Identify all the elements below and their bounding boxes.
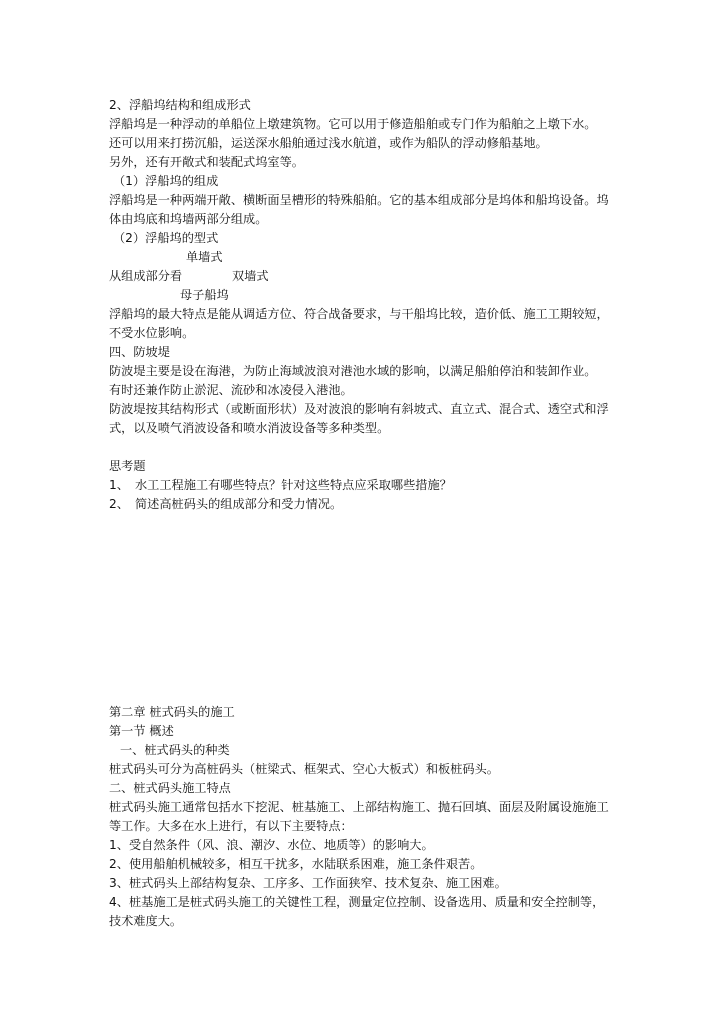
question-number: 1、 bbox=[109, 478, 129, 492]
list-item: 3、桩式码头上部结构复杂、工序多、工作面狭窄、技术复杂、施工困难。 bbox=[109, 876, 507, 890]
paragraph-line: 体由坞底和坞墙两部分组成。 bbox=[109, 212, 268, 226]
paragraph-line: 防波堤按其结构形式（或断面形状）及对波浪的影响有斜坡式、直立式、混合式、透空式和浮 bbox=[109, 402, 609, 416]
paragraph-line: 有时还兼作防止淤泥、流砂和冰凌侵入港池。 bbox=[109, 383, 353, 397]
question-text: 水工工程施工有哪些特点？针对这些特点应采取哪些措施？ bbox=[135, 478, 452, 492]
question-item bbox=[109, 495, 342, 514]
subsection-heading: 二、桩式码头施工特点 bbox=[109, 781, 231, 795]
section-heading: 四、防坡堤 bbox=[109, 345, 170, 359]
paragraph-line: 浮船坞是一种两端开敞、横断面呈槽形的特殊船舶。它的基本组成部分是坞体和船坞设备。坞 bbox=[109, 193, 609, 207]
subsection-heading: （1）浮船坞的组成 bbox=[113, 174, 219, 188]
paragraph-line: 浮船坞是一种浮动的单船位上墩建筑物。它可以用于修造船舶或专门作为船舶之上墩下水。 bbox=[109, 117, 597, 131]
question-number: 2、 bbox=[109, 497, 129, 511]
paragraph-line: 等工作。大多在水上进行，有以下主要特点： bbox=[109, 819, 353, 833]
subsection-heading: 一、桩式码头的种类 bbox=[120, 743, 230, 757]
chapter-title: 第二章 桩式码头的施工 bbox=[109, 705, 235, 719]
diagram-label: 从组成部分看 bbox=[109, 269, 183, 283]
question-item bbox=[109, 476, 452, 495]
diagram-item-top: 单墙式 bbox=[186, 250, 223, 264]
subsection-heading: （2）浮船坞的型式 bbox=[113, 231, 219, 245]
paragraph-line: 技术难度大。 bbox=[109, 914, 183, 928]
paragraph-line: 防波堤主要是设在海港，为防止海域波浪对港池水域的影响，以满足船舶停泊和装卸作业。 bbox=[109, 364, 597, 378]
diagram-item-middle: 双墙式 bbox=[232, 269, 269, 283]
list-item: 4、桩基施工是桩式码头施工的关键性工程，测量定位控制、设备选用、质量和安全控制等， bbox=[109, 895, 605, 909]
paragraph-line: 不受水位影响。 bbox=[109, 326, 195, 340]
paragraph-line: 还可以用来打捞沉船，运送深水船舶通过浅水航道，或作为船队的浮动修船基地。 bbox=[109, 136, 548, 150]
paragraph-line: 浮船坞的最大特点是能从调适方位、符合战备要求，与干船坞比较，造价低、施工工期较短， bbox=[109, 307, 609, 321]
section-heading: 2、浮船坞结构和组成形式 bbox=[109, 98, 251, 112]
paragraph-line: 式，以及喷气消波设备和喷水消波设备等多种类型。 bbox=[109, 421, 390, 435]
questions-heading: 思考题 bbox=[109, 459, 146, 473]
diagram-item-bottom: 母子船坞 bbox=[180, 288, 229, 302]
list-item: 1、受自然条件（风、浪、潮汐、水位、地质等）的影响大。 bbox=[109, 838, 434, 852]
section-title: 第一节 概述 bbox=[109, 724, 174, 738]
list-item: 2、使用船舶机械较多，相互干扰多，水陆联系困难，施工条件艰苦。 bbox=[109, 857, 483, 871]
paragraph-line: 另外，还有开敞式和装配式坞室等。 bbox=[109, 155, 304, 169]
paragraph-line: 桩式码头可分为高桩码头（桩梁式、框架式、空心大板式）和板桩码头。 bbox=[109, 762, 499, 776]
question-text: 简述高桩码头的组成部分和受力情况。 bbox=[135, 497, 343, 511]
paragraph-line: 桩式码头施工通常包括水下挖泥、桩基施工、上部结构施工、抛石回填、面层及附属设施施工 bbox=[109, 800, 609, 814]
